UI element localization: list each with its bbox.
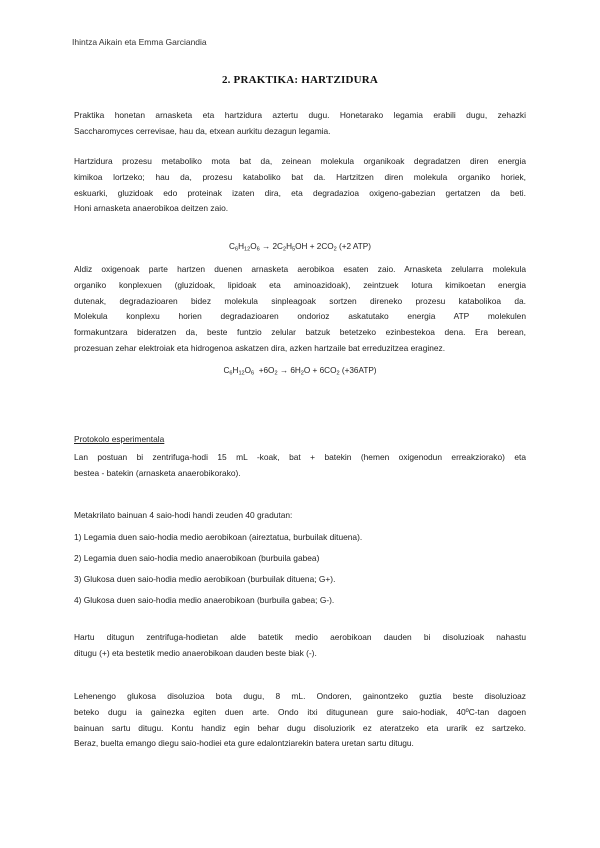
fermentation-paragraph bbox=[74, 154, 526, 217]
aerobic-line: dutenak, degradazioaren bidez molekula sinpleagoak sortzen direneko prozesu katabolikoa da. bbox=[74, 295, 526, 306]
procedure-paragraph bbox=[74, 689, 526, 752]
fermentation-line: Honi arnasketa anaerobikoa deitzen zaio. bbox=[74, 203, 229, 214]
tube-item: 2) Legamia duen saio-hodia medio anaerobikoan (burbuila gabea) bbox=[74, 553, 320, 563]
respiration-equation: $C_6H_{12}O_6 +6O_2 \to 6H_2O + 6CO_2$ (+36ATP) bbox=[223, 366, 377, 377]
fermentation-line: Hartzidura prozesu metaboliko mota bat da, zeinean molekula organikoak degradatzen diren energia bbox=[74, 156, 526, 166]
tubes-intro: Metakrilato bainuan 4 saio-hodi handi zeuden 40 gradutan: bbox=[74, 510, 293, 520]
fermentation-line: eskuarki, gluzidoak edo proteinak izaten dira, eta degradazioa oxigeno-gabezian gertatzen da beti. bbox=[74, 187, 526, 198]
page-title: 2. PRAKTIKA: HARTZIDURA bbox=[221, 74, 379, 86]
fermentation-line: kimikoa lortzeko; hau da, prozesu kataboliko bat da. Hartzitzen diren molekula organiko horiek, bbox=[74, 171, 526, 182]
procedure-line: Beraz, buelta emango diegu saio-hodiei eta gure edalontziarekin batera uretan sartu ditugu. bbox=[74, 738, 414, 749]
protocol-paragraph bbox=[74, 450, 526, 482]
protocol-line: bestea - batekin (arnasketa anaerobikorako). bbox=[74, 467, 241, 478]
tube-item: 4) Glukosa duen saio-hodia medio anaerobikoan (burbuila gabea; G-). bbox=[74, 595, 335, 605]
aerobic-line: Molekula konplexu horien degradazioaren ondorioz askatutako energia ATP molekulen bbox=[74, 311, 526, 322]
mixing-line: ditugu (+) eta bestetik medio anaerobikoan dauden beste biak (-). bbox=[74, 647, 317, 658]
procedure-line: beteko dugu ia gainezka egiten duen arte. Ondo itxi ditugunean gure saio-hodiak, 40ºC-tan dagoen bbox=[74, 706, 526, 717]
aerobic-line: prozesuan zehar elektroiak eta hidrogenoa askatzen dira, azken hartzaile bat erreduzitzea eraginez. bbox=[74, 342, 446, 353]
mixing-paragraph bbox=[74, 630, 526, 662]
intro-paragraph bbox=[74, 108, 526, 140]
intro-line: Praktika honetan arnasketa eta hartzidura aztertu dugu. Honetarako legamia erabili dugu, zehazki bbox=[74, 110, 526, 120]
tube-item: 3) Glukosa duen saio-hodia medio aerobikoan (burbuilak dituena; G+). bbox=[74, 574, 336, 584]
protocol-heading: Protokolo esperimentala bbox=[74, 434, 165, 444]
fermentation-equation: $C_6H_{12}O_6 \to 2C_2H_5OH + 2CO_2$ (+2 ATP) bbox=[229, 242, 371, 253]
tube-item: 1) Legamia duen saio-hodia medio aerobikoan (aireztatua, burbuilak dituena). bbox=[74, 532, 363, 542]
page-header-authors: Ihintza Aikain eta Emma Garciandia bbox=[72, 37, 207, 47]
intro-line: Saccharomyces cerrevisae, hau da, etxean aurkitu dezagun legamia. bbox=[74, 125, 331, 136]
aerobic-line: organiko konplexuen (gluzidoak, lipidoak eta aminoazidoak), zeintzuek lotura kimikoetan energia bbox=[74, 279, 526, 290]
aerobic-line: Aldiz oxigenoak parte hartzen duenen arnasketa aerobikoa esaten zaio. Arnasketa zelularra molekula bbox=[74, 264, 526, 274]
procedure-line: Lehenengo glukosa disoluzioa bota dugu, 8 mL. Ondoren, gainontzeko guztia beste disoluzioaz bbox=[74, 691, 526, 701]
procedure-line: bainuan sartu ditugu. Kontu handiz egin behar dugu disoluziorik ez ateratzeko eta urarik ez sartzeko. bbox=[74, 722, 526, 733]
aerobic-line: formakuntzara bideratzen da, beste funtzio zelular batzuk betetzeko ezinbestekoa dena. Era berean, bbox=[74, 327, 526, 338]
mixing-line: Hartu ditugun zentrifuga-hodietan alde batetik medio aerobikoan dauden bi disoluzioak nahastu bbox=[74, 632, 526, 642]
protocol-line: Lan postuan bi zentrifuga-hodi 15 mL -koak, bat + batekin (hemen oxigenodun erreakziorako) eta bbox=[74, 452, 526, 462]
aerobic-paragraph bbox=[74, 262, 526, 357]
